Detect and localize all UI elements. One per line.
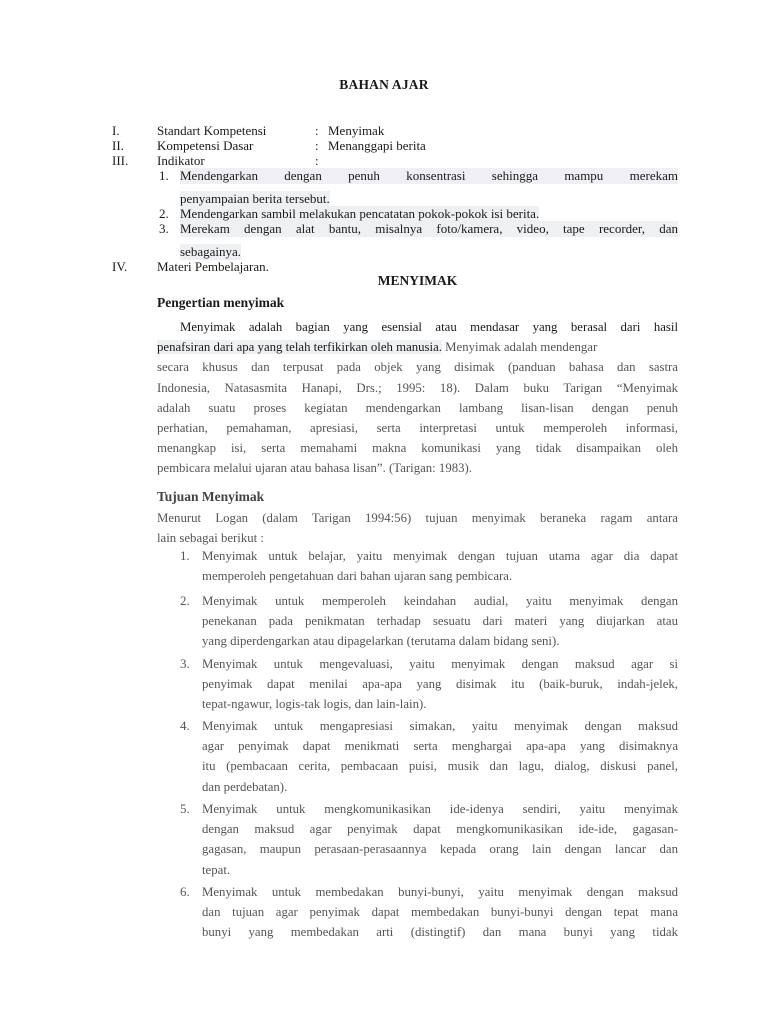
list-item-number: 1. [180, 548, 190, 563]
row-label: Kompetensi Dasar [157, 138, 254, 153]
list-item-line: memperoleh pengetahuan dari bahan ujaran sang pembicara. [202, 569, 513, 584]
indicator-text-cont: penyampaian berita tersebut. [180, 191, 330, 206]
paragraph-line: Menyimak adalah bagian yang esensial atau mendasar yang berasal dari hasil [180, 320, 678, 334]
paragraph-line: perhatian, pemahaman, apresiasi, serta interpretasi untuk memperoleh informasi, [157, 421, 678, 436]
list-item-line: penyimak dapat menilai apa-apa yang disimak itu (baik-buruk, indah-jelek, [202, 677, 678, 692]
list-item-line: tepat-ngawur, logis-tak logis, dan lain-lain). [202, 697, 427, 712]
list-item-number: 5. [180, 801, 190, 816]
materi-label: Materi Pembelajaran. [157, 259, 269, 274]
indicator-text-cont: sebagainya. [180, 244, 242, 259]
list-item-number: 3. [180, 656, 190, 671]
intro-line: lain sebagai berikut : [157, 531, 264, 546]
indicator-number: 2. [159, 206, 169, 221]
paragraph-line: secara khusus dan terpusat pada objek yang disimak (panduan bahasa dan sastra [157, 360, 678, 375]
list-item-line: itu (pembacaan cerita, pembacaan puisi, musik dan lagu, dialog, diskusi panel, [202, 759, 678, 774]
list-item [202, 882, 678, 943]
row-label: Standart Kompetensi [157, 123, 267, 138]
list-item [202, 654, 678, 715]
intro-line: Menurut Logan (dalam Tarigan 1994:56) tujuan menyimak beraneka ragam antara [157, 511, 678, 525]
pengertian-heading: Pengertian menyimak [157, 295, 285, 310]
materi-number: IV. [112, 259, 128, 274]
document-title: BAHAN AJAR [339, 77, 429, 92]
list-item-line: agar penyimak dapat menikmati serta menghargai apa-apa yang disimaknya [202, 739, 678, 754]
list-item-line: penekanan pada penikmatan terhadap sesuatu dari materi yang diujarkan atau [202, 614, 678, 629]
paragraph-text: Menyimak adalah mendengar [445, 340, 598, 355]
section-title: MENYIMAK [377, 273, 458, 288]
highlighted-sentence: penafsiran dari apa yang telah terfikirkan oleh manusia. [157, 340, 442, 355]
indicator-text: Mendengarkan dengan penuh konsentrasi sehingga mampu merekam [180, 168, 678, 183]
tujuan-intro [157, 508, 678, 548]
list-item-line: dengan maksud agar penyimak dapat mengkomunikasikan ide-ide, gagasan- [202, 822, 678, 837]
row-value: Menanggapi berita [328, 138, 426, 153]
list-item-line: dan tujuan agar penyimak dapat membedakan bunyi-bunyi dengan tepat mana [202, 905, 678, 920]
row-number: I. [112, 123, 120, 138]
list-item-line: gagasan, maupun perasaan-perasaannya kepada orang lain dengan lancar dan [202, 842, 678, 857]
list-item-line: Menyimak untuk mengapresiasi simakan, yaitu menyimak dengan maksud [202, 719, 678, 733]
list-item-line: Menyimak untuk membedakan bunyi-bunyi, yaitu menyimak dengan maksud [202, 885, 678, 899]
paragraph-line: pembicara melalui ujaran atau bahasa lisan”. (Tarigan: 1983). [157, 461, 472, 476]
paragraph-line: Indonesia, Natasasmita Hanapi, Drs.; 1995: 18). Dalam buku Tarigan “Menyimak [157, 380, 678, 395]
paragraph-line: menangkap isi, serta memahami makna komunikasi yang tidak disampaikan oleh [157, 441, 678, 456]
row-separator: : [315, 123, 319, 138]
list-item-line: Menyimak untuk memperoleh keindahan audial, yaitu menyimak dengan [202, 594, 678, 608]
list-item-number: 2. [180, 593, 190, 608]
tujuan-heading: Tujuan Menyimak [157, 489, 265, 504]
list-item-number: 4. [180, 718, 190, 733]
list-item-line: tepat. [202, 862, 231, 877]
list-item-number: 6. [180, 884, 190, 899]
indicator-number: 1. [159, 168, 169, 183]
indicator-number: 3. [159, 221, 169, 236]
list-item-line: bunyi yang membedakan arti (distingtif) dan mana bunyi yang tidak [202, 925, 678, 940]
paragraph-line [157, 337, 678, 357]
list-item [202, 799, 678, 880]
row-value: Menyimak [328, 123, 385, 138]
list-item [202, 546, 678, 586]
row-separator: : [315, 138, 319, 153]
indicator-text: Merekam dengan alat bantu, misalnya foto/kamera, video, tape recorder, dan [180, 221, 678, 236]
list-item [202, 591, 678, 652]
row-separator: : [315, 153, 319, 168]
paragraph-line: adalah suatu proses kegiatan mendengarkan lambang lisan-lisan dengan penuh [157, 400, 678, 415]
list-item-line: dan perdebatan). [202, 779, 288, 794]
list-item-line: Menyimak untuk mengkomunikasikan ide-idenya sendiri, yaitu menyimak [202, 802, 678, 816]
pengertian-paragraph [157, 317, 678, 479]
row-number: II. [112, 138, 124, 153]
indicator-text: Mendengarkan sambil melakukan pencatatan pokok-pokok isi berita. [180, 206, 540, 221]
list-item-line: Menyimak untuk mengevaluasi, yaitu menyimak dengan maksud agar si [202, 657, 678, 671]
list-item [202, 716, 678, 797]
list-item-line: yang diperdengarkan atau dipagelarkan (terutama dalam bidang seni). [202, 634, 560, 649]
row-label: Indikator [157, 153, 205, 168]
list-item-line: Menyimak untuk belajar, yaitu menyimak dengan tujuan utama agar dia dapat [202, 549, 678, 563]
row-number: III. [112, 153, 129, 168]
